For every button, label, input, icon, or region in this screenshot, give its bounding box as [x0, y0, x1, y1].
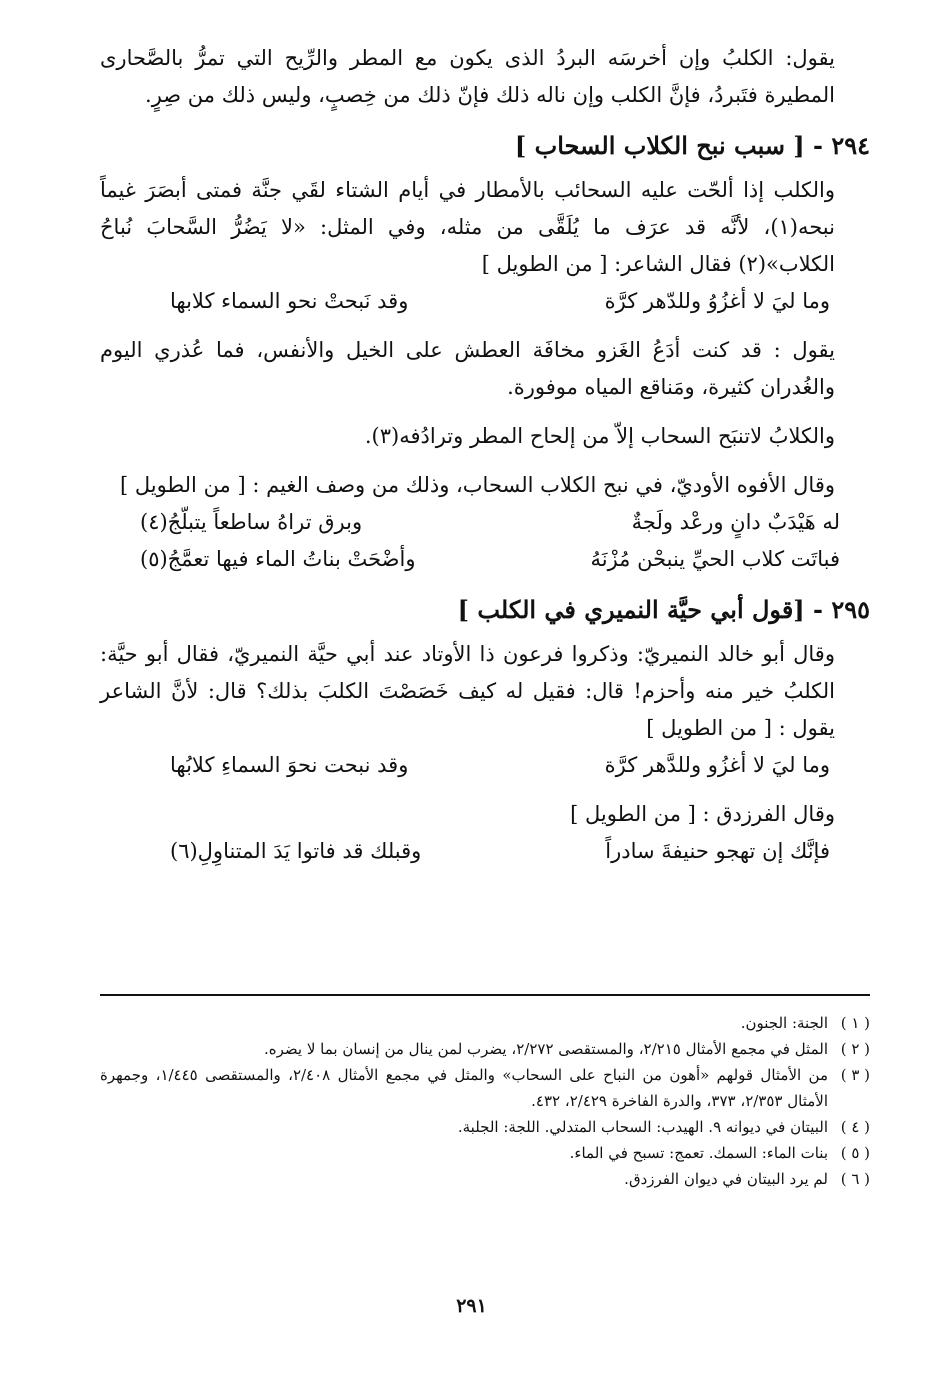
verse-2	[100, 504, 870, 541]
paragraph-5: وقال الأفوه الأوديّ، في نبح الكلاب السحاب، وذلك من وصف الغيم : [ من الطويل ]	[119, 473, 835, 497]
verse-1-second-hemistich: وقد نَبحتْ نحو السماء كلابها	[170, 289, 409, 313]
verse-5	[100, 833, 870, 870]
paragraph-3: يقول : قد كنت أدَعُ الغَزو مخافَة العطش على الخيل والأنفس، فما عُذري اليوم والغُدران كثيرة، ومَناقع المياه موفورة.	[100, 338, 835, 399]
footnote-4	[100, 1114, 870, 1140]
paragraph-7: وقال الفرزدق : [ من الطويل ]	[570, 802, 835, 826]
footnote-number: ( ٥ )	[840, 1144, 870, 1162]
footnotes	[100, 1010, 870, 1192]
verse-4-first-hemistich: وما ليَ لا أغزُو وللدَّهر كرَّة	[604, 753, 830, 777]
verse-1-first-hemistich: وما ليَ لا أغزُوُ وللدّهر كرَّة	[604, 289, 830, 313]
footnote-text: البيتان في ديوانه ٩. الهيدب: السحاب المتدلي. اللجة: الجلبة.	[457, 1118, 828, 1136]
page-number: ٢٩١	[456, 1295, 487, 1317]
verse-1	[100, 283, 870, 320]
verse-3	[100, 541, 870, 578]
footnote-5	[100, 1140, 870, 1166]
footnote-6	[100, 1166, 870, 1192]
footnote-number: ( ٦ )	[840, 1170, 870, 1188]
footnote-2	[100, 1036, 870, 1062]
verse-5-second-hemistich: وقبلك قد فاتوا يَدَ المتناوِلِ(٦)	[170, 839, 422, 863]
footnote-number: ( ٣ )	[840, 1066, 870, 1084]
page-body	[100, 30, 870, 870]
footnote-1	[100, 1010, 870, 1036]
footnote-3	[100, 1062, 870, 1114]
verse-3-first-hemistich: فباتَت كلاب الحيِّ ينبحْن مُزْنَهُ	[590, 547, 840, 571]
footnote-divider	[100, 994, 870, 996]
verse-4-second-hemistich: وقد نبحت نحوَ السماءِ كلابُها	[170, 753, 409, 777]
verse-2-second-hemistich: وبرق تراهُ ساطعاً يتبلّجُ(٤)	[140, 510, 363, 534]
paragraph-1: يقول: الكلبُ وإن أخرسَه البردُ الذى يكون مع المطر والرِّيح التي تمرُّ بالصَّحارى المطيرة فتَبردُ، فإنَّ الكلب وإن ناله ذلك فإنّ ذلك من خِصبٍ، وليس ذلك من صِرٍ.	[100, 46, 835, 107]
paragraph-6: وقال أبو خالد النميريّ: وذكروا فرعون ذا الأوتاد عند أبي حيَّة النميريّ، فقال أبو حيَّة: الكلبُ خير منه وأحزم! قال: فقيل له كيف خَصَصْتَ الكلبَ بذلك؟ قال: لأنَّ الشاعر يقول : [ من الطويل ]	[100, 642, 835, 740]
footnote-text: لم يرد البيتان في ديوان الفرزدق.	[624, 1170, 828, 1188]
section-heading-295: ٢٩٥ - [قول أبي حيَّة النميري في الكلب ]	[457, 595, 870, 624]
footnote-number: ( ٢ )	[840, 1040, 870, 1058]
verse-2-first-hemistich: له هَيْدَبٌ دانٍ ورعْد ولَجةٌ	[631, 510, 840, 534]
footnote-text: الجنة: الجنون.	[740, 1014, 828, 1032]
section-heading-294: ٢٩٤ - [ سبب نبح الكلاب السحاب ]	[514, 131, 870, 160]
paragraph-4: والكلابُ لاتنبَح السحاب إلاّ من إلحاح المطر وترادُفه(٣).	[364, 424, 835, 448]
verse-3-second-hemistich: وأضْحَتْ بناتُ الماء فيها تعمَّجُ(٥)	[140, 547, 416, 571]
footnote-text: من الأمثال قولهم «أهون من النباح على السحاب» والمثل في مجمع الأمثال ٢/٤٠٨، والمستقصى ١/٤٤٥، وجمهرة الأمثال ٢/٣٥٣، ٣٧٣، والدرة الفاخرة ٢/٤٢٩، ٤٣٢.	[100, 1066, 828, 1110]
paragraph-2: والكلب إذا ألحّت عليه السحائب بالأمطار في أيام الشتاء لقَي جنَّة فمتى أبصَرَ غيماً نبحه(١)، لأنَّه قد عرَف ما يُلَقَّى من مثله، وفي المثل: «لا يَضُرُّ السَّحابَ نُباحُ الكلاب»(٢) فقال الشاعر: [ من الطويل ]	[100, 178, 835, 276]
verse-5-first-hemistich: فإنَّك إن تهجو حنيفةَ سادراً	[605, 839, 830, 863]
verse-4	[100, 747, 870, 784]
footnote-number: ( ٤ )	[840, 1118, 870, 1136]
footnote-text: المثل في مجمع الأمثال ٢/٢١٥، والمستقصى ٢/٢٧٢، يضرب لمن ينال من إنسان بما لا يضره.	[264, 1040, 828, 1058]
footnote-number: ( ١ )	[840, 1014, 870, 1032]
footnote-text: بنات الماء: السمك. تعمج: تسبح في الماء.	[569, 1144, 828, 1162]
